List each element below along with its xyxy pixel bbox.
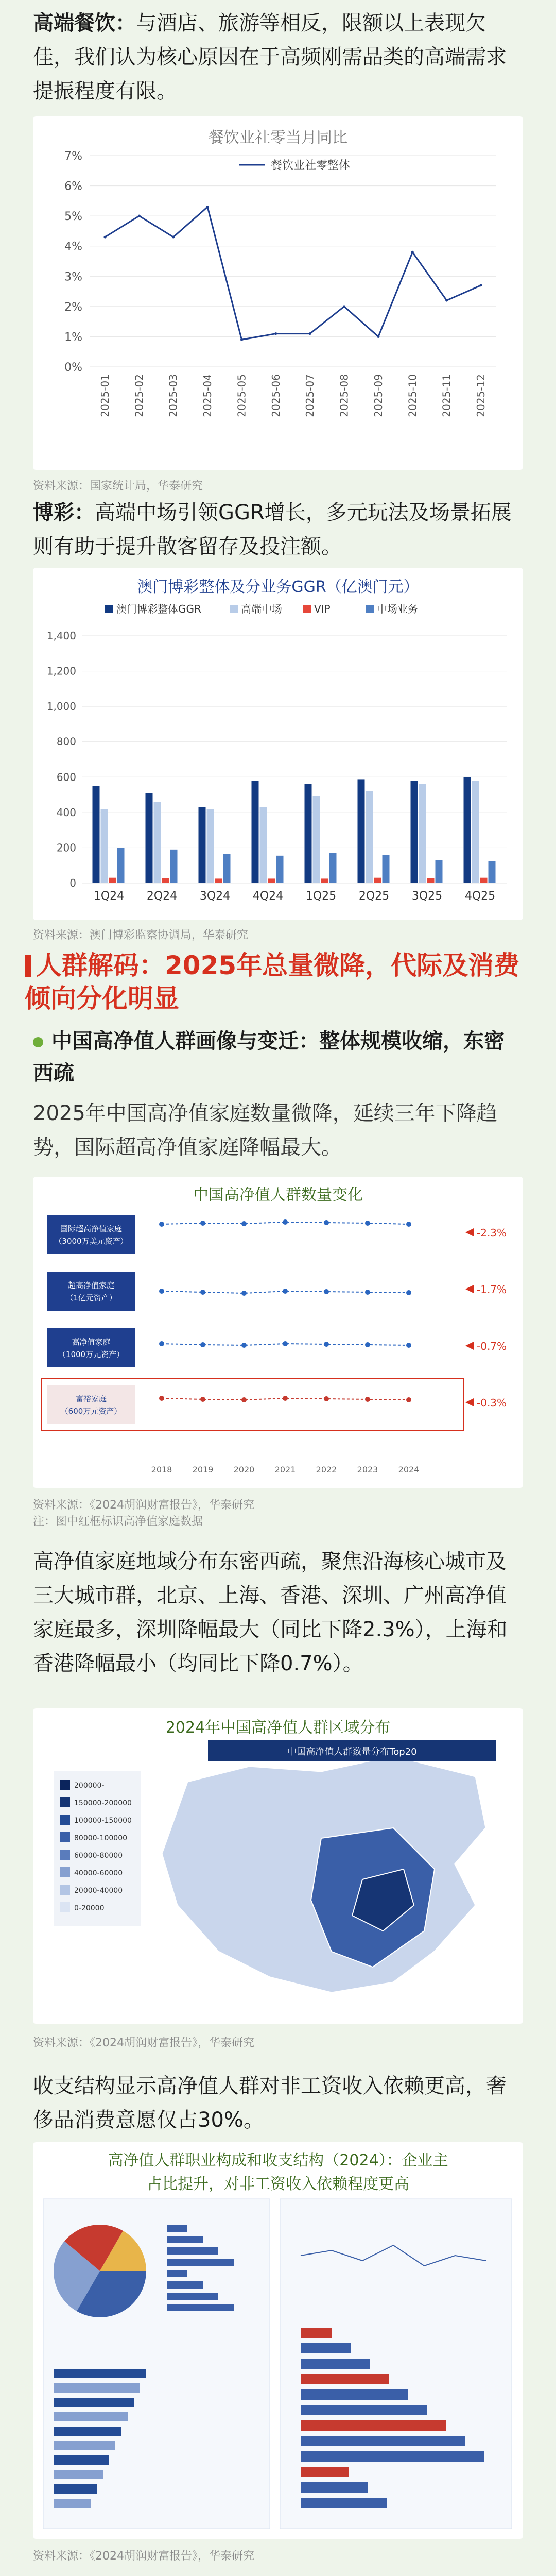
- people-sub-text: 中国高净值人群画像与变迁：整体规模收缩，东密西疏: [33, 1029, 505, 1085]
- bar: [268, 878, 275, 883]
- bar: [313, 796, 320, 883]
- x-tick-label: 2024: [398, 1465, 420, 1475]
- chart4-source: 资料来源：《2024胡润财富报告》，华泰研究: [33, 2037, 254, 2049]
- income-bar: [54, 2383, 140, 2393]
- income-bar: [54, 2441, 115, 2450]
- x-tick-label: 2023: [357, 1465, 378, 1475]
- legend-text: 高净值家庭: [72, 1337, 111, 1347]
- legend-label: 150000-200000: [74, 1799, 132, 1807]
- mini-bar: [167, 2225, 187, 2232]
- spend-bar: [301, 2436, 465, 2446]
- bar: [411, 781, 418, 883]
- chart5-title-2: 占比提升，对非工资收入依赖程度更高: [147, 2175, 409, 2193]
- spend-bar: [301, 2389, 408, 2400]
- heading-marker-icon: [25, 955, 31, 977]
- bar: [170, 850, 178, 883]
- data-point: [200, 1221, 205, 1226]
- chart3-source-2: 注：图中红框标识高净值家庭数据: [33, 1515, 203, 1528]
- x-tick-label: 2025-07: [304, 374, 317, 417]
- data-point: [480, 284, 482, 286]
- income-bar: [54, 2484, 97, 2494]
- chart3-title: 中国高净值人群数量变化: [193, 1186, 363, 1204]
- spend-bar: [301, 2420, 446, 2431]
- legend-box: [47, 1385, 135, 1424]
- legend-label: VIP: [314, 603, 331, 615]
- spend-bar: [301, 2451, 484, 2462]
- people-heading: [25, 949, 529, 1015]
- macau-label: 博彩：: [33, 501, 95, 524]
- data-point: [240, 338, 243, 341]
- y-tick-label: 600: [56, 771, 76, 784]
- change-label: -0.7%: [477, 1340, 507, 1352]
- data-point: [324, 1396, 329, 1401]
- income-paragraph: 收支结构显示高净值人群对非工资收入依赖更高，奢侈品消费意愿仅占30%。: [33, 2074, 507, 2132]
- data-point: [200, 1290, 205, 1295]
- change-label: -1.7%: [477, 1283, 507, 1296]
- people-subheading: [33, 1025, 523, 1089]
- spend-bar: [301, 2482, 368, 2493]
- data-point: [406, 1343, 411, 1348]
- bar: [374, 878, 381, 883]
- mini-bar: [167, 2304, 234, 2311]
- x-tick-label: 2025-03: [167, 374, 180, 417]
- catering-yoy-chart: [33, 145, 523, 470]
- y-tick-label: 7%: [64, 150, 82, 163]
- bar: [419, 784, 426, 883]
- bar: [329, 853, 337, 883]
- x-tick-label: 2022: [316, 1465, 337, 1475]
- x-tick-label: 3Q24: [199, 890, 231, 903]
- data-point: [138, 215, 141, 217]
- y-tick-label: 1%: [64, 331, 82, 344]
- data-point: [406, 1290, 411, 1295]
- bullet-icon: [33, 1037, 43, 1047]
- people-heading-text: 人群解码：2025年总量微降，代际及消费倾向分化明显: [25, 951, 520, 1013]
- data-point: [172, 236, 175, 239]
- data-point: [365, 1290, 370, 1295]
- bar: [358, 779, 365, 883]
- legend-swatch: [303, 605, 311, 613]
- y-tick-label: 1,200: [46, 665, 76, 677]
- change-arrow-icon: [465, 1398, 474, 1406]
- x-tick-label: 4Q25: [464, 890, 496, 903]
- spend-bar: [301, 2328, 332, 2338]
- spend-bar: [301, 2467, 349, 2477]
- legend-label: 60000-80000: [74, 1852, 123, 1860]
- bar: [199, 807, 206, 883]
- data-point: [241, 1291, 247, 1296]
- x-tick-label: 3Q25: [411, 890, 443, 903]
- legend-box: [47, 1328, 135, 1367]
- catering-label: 高端餐饮：: [33, 11, 136, 35]
- income-bar: [54, 2499, 91, 2508]
- legend-swatch: [60, 1885, 70, 1895]
- bar: [101, 809, 108, 883]
- x-tick-label: 2025-05: [235, 374, 248, 417]
- y-tick-label: 3%: [64, 270, 82, 284]
- chart3-card: [33, 1177, 523, 1488]
- legend-box: [47, 1215, 135, 1254]
- data-point: [411, 251, 414, 253]
- hnw-count-chart: [33, 1199, 523, 1488]
- bar: [472, 781, 479, 883]
- income-bar: [54, 2412, 128, 2421]
- bar: [436, 860, 443, 883]
- table-header: 中国高净值人群数量分布Top20: [287, 1747, 417, 1757]
- legend-label: 高端中场: [241, 603, 282, 615]
- income-bar: [54, 2455, 109, 2465]
- y-tick-label: 4%: [64, 240, 82, 253]
- data-point: [406, 1397, 411, 1402]
- bar: [260, 807, 267, 883]
- people-paragraph: 2025年中国高净值家庭数量微降，延续三年下降趋势，国际超高净值家庭降幅最大。: [33, 1101, 497, 1159]
- chart2-source: 资料来源：澳门博彩监察协调局，华泰研究: [33, 929, 249, 942]
- macau-paragraph: [33, 496, 523, 564]
- data-point: [104, 236, 107, 239]
- chart2-card: [33, 568, 523, 920]
- x-tick-label: 2025-09: [372, 374, 385, 417]
- bar: [252, 781, 259, 883]
- legend-text: 富裕家庭: [75, 1394, 107, 1403]
- legend-swatch: [60, 1902, 70, 1912]
- bar: [154, 802, 161, 883]
- x-tick-label: 2Q25: [358, 890, 390, 903]
- legend-swatch: [105, 605, 113, 613]
- bar: [366, 791, 373, 883]
- bar: [383, 855, 390, 883]
- bar: [427, 878, 435, 883]
- data-point: [283, 1396, 288, 1401]
- bar: [223, 854, 231, 883]
- change-arrow-icon: [465, 1285, 474, 1293]
- chart1-title: 餐饮业社零当月同比: [208, 129, 348, 147]
- x-tick-label: 2025-02: [133, 374, 146, 417]
- chart3-source-1: 资料来源：《2024胡润财富报告》，华泰研究: [33, 1499, 254, 1512]
- region-map: [33, 1735, 523, 2024]
- bar: [207, 809, 214, 883]
- income-bar: [54, 2470, 103, 2479]
- mini-bar: [167, 2270, 187, 2277]
- y-tick-label: 2%: [64, 300, 82, 314]
- change-label: -0.3%: [477, 1397, 507, 1409]
- data-point: [283, 1341, 288, 1346]
- data-point: [241, 1397, 247, 1402]
- y-tick-label: 400: [56, 806, 76, 819]
- legend-label: 中场业务: [377, 603, 418, 615]
- legend-swatch: [60, 1867, 70, 1877]
- legend-label: 80000-100000: [74, 1834, 128, 1842]
- data-point: [159, 1289, 164, 1294]
- data-point: [241, 1343, 247, 1348]
- data-point: [159, 1396, 164, 1401]
- legend-swatch: [60, 1832, 70, 1842]
- legend-label: 餐饮业社零整体: [271, 159, 351, 172]
- mini-bar: [167, 2236, 203, 2243]
- legend-box: [47, 1272, 135, 1311]
- legend-text: 超高净值家庭: [67, 1281, 115, 1290]
- mini-bar: [167, 2259, 234, 2266]
- legend-swatch: [230, 605, 238, 613]
- mini-bar: [167, 2247, 218, 2255]
- legend-swatch: [60, 1850, 70, 1860]
- bar: [146, 793, 153, 883]
- y-tick-label: 800: [56, 735, 76, 748]
- x-tick-label: 1Q25: [305, 890, 337, 903]
- chart5-title-1: 高净值人群职业构成和收支结构（2024）：企业主: [108, 2151, 448, 2170]
- mini-bar: [167, 2281, 203, 2289]
- bar: [480, 878, 488, 883]
- income-bar: [54, 2369, 146, 2378]
- x-tick-label: 2025-10: [406, 374, 419, 417]
- data-point: [274, 332, 277, 335]
- x-tick-label: 2021: [274, 1465, 296, 1475]
- data-point: [365, 1397, 370, 1402]
- mini-bar: [167, 2293, 218, 2300]
- legend-swatch: [60, 1815, 70, 1825]
- bar: [276, 856, 284, 883]
- data-point: [241, 1221, 247, 1226]
- chart4-card: [33, 1708, 523, 2024]
- legend-label: 100000-150000: [74, 1817, 132, 1825]
- legend-swatch: [60, 1797, 70, 1807]
- data-point: [324, 1289, 329, 1294]
- data-point: [406, 1222, 411, 1227]
- data-point: [206, 206, 209, 208]
- x-tick-label: 2025-04: [201, 374, 214, 417]
- bar: [117, 848, 125, 883]
- x-tick-label: 4Q24: [252, 890, 284, 903]
- change-arrow-icon: [465, 1342, 474, 1350]
- data-point: [324, 1342, 329, 1347]
- bar: [489, 861, 496, 883]
- y-tick-label: 0: [70, 877, 76, 889]
- x-tick-label: 2025-11: [440, 374, 453, 417]
- y-tick-label: 5%: [64, 210, 82, 224]
- legend-label: 澳门博彩整体GGR: [116, 603, 201, 615]
- y-tick-label: 1,000: [46, 700, 76, 713]
- data-point: [343, 305, 345, 308]
- y-tick-label: 0%: [64, 361, 82, 374]
- spend-bar: [301, 2374, 389, 2384]
- x-tick-label: 2025-01: [99, 374, 111, 417]
- bar: [109, 878, 116, 883]
- spend-bar: [301, 2343, 351, 2353]
- region-paragraph: 高净值家庭地域分布东密西疏，聚焦沿海核心城市及三大城市群，北京、上海、香港、深圳、广州高净值家庭最多，深圳降幅最大（同比下降2.3%），上海和香港降幅最小（均同比下降0.7%）。: [33, 1550, 508, 1675]
- x-tick-label: 2025-12: [475, 374, 487, 417]
- x-tick-label: 1Q24: [93, 890, 125, 903]
- data-point: [365, 1221, 370, 1226]
- macau-ggr-chart: [33, 595, 523, 920]
- x-tick-label: 2Q24: [146, 890, 178, 903]
- x-tick-label: 2025-08: [338, 374, 351, 417]
- data-point: [377, 335, 379, 338]
- bar: [215, 878, 222, 883]
- bar: [305, 784, 312, 883]
- spend-bar: [301, 2498, 387, 2508]
- data-point: [200, 1342, 205, 1347]
- legend-swatch: [60, 1780, 70, 1790]
- y-tick-label: 1,400: [46, 630, 76, 642]
- chart1-source: 资料来源：国家统计局，华泰研究: [33, 480, 203, 493]
- data-point: [365, 1342, 370, 1347]
- x-tick-label: 2020: [233, 1465, 255, 1475]
- bar: [93, 786, 100, 883]
- income-structure-chart: [33, 2194, 523, 2539]
- legend-label: 40000-60000: [74, 1869, 123, 1877]
- chart1-card: [33, 116, 523, 470]
- chart5-card: [33, 2142, 523, 2539]
- legend-swatch: [366, 605, 374, 613]
- legend-text: （600万元资产）: [60, 1406, 122, 1416]
- legend-text: （3000万美元资产）: [54, 1236, 128, 1246]
- catering-paragraph: [33, 6, 523, 108]
- chart4-title: 2024年中国高净值人群区域分布: [165, 1719, 391, 1737]
- legend-label: 0-20000: [74, 1904, 105, 1912]
- bar: [162, 878, 169, 883]
- data-point: [159, 1222, 164, 1227]
- data-point: [283, 1289, 288, 1294]
- data-point: [200, 1397, 205, 1402]
- bar: [321, 878, 328, 883]
- data-point: [309, 332, 311, 335]
- chart5-source: 资料来源：《2024胡润财富报告》，华泰研究: [33, 2550, 254, 2563]
- legend-label: 20000-40000: [74, 1887, 123, 1895]
- x-tick-label: 2019: [192, 1465, 214, 1475]
- legend-text: （1亿元资产）: [65, 1293, 117, 1302]
- series-line: [105, 207, 481, 340]
- income-bar: [54, 2398, 134, 2407]
- data-point: [445, 299, 448, 302]
- macau-text: 高端中场引领GGR增长，多元玩法及场景拓展则有助于提升散客留存及投注额。: [33, 501, 512, 558]
- x-tick-label: 2018: [151, 1465, 172, 1475]
- legend-text: 国际超高净值家庭: [60, 1224, 123, 1233]
- spend-bar: [301, 2359, 370, 2369]
- x-tick-label: 2025-06: [269, 374, 282, 417]
- chart2-title: 澳门博彩整体及分业务GGR（亿澳门元）: [137, 578, 419, 596]
- change-label: -2.3%: [477, 1227, 507, 1239]
- data-point: [324, 1220, 329, 1225]
- income-bar: [54, 2427, 121, 2436]
- change-arrow-icon: [465, 1228, 474, 1236]
- y-tick-label: 6%: [64, 180, 82, 193]
- bar: [464, 777, 471, 883]
- spend-bar: [301, 2405, 427, 2415]
- data-point: [159, 1341, 164, 1346]
- catering-text: 与酒店、旅游等相反，限额以上表现欠佳，我们认为核心原因在于高频刚需品类的高端需求提振程度有限。: [33, 11, 507, 103]
- data-point: [283, 1219, 288, 1225]
- y-tick-label: 200: [56, 841, 76, 854]
- legend-text: （1000万元资产）: [58, 1350, 125, 1359]
- legend-label: 200000-: [74, 1782, 105, 1790]
